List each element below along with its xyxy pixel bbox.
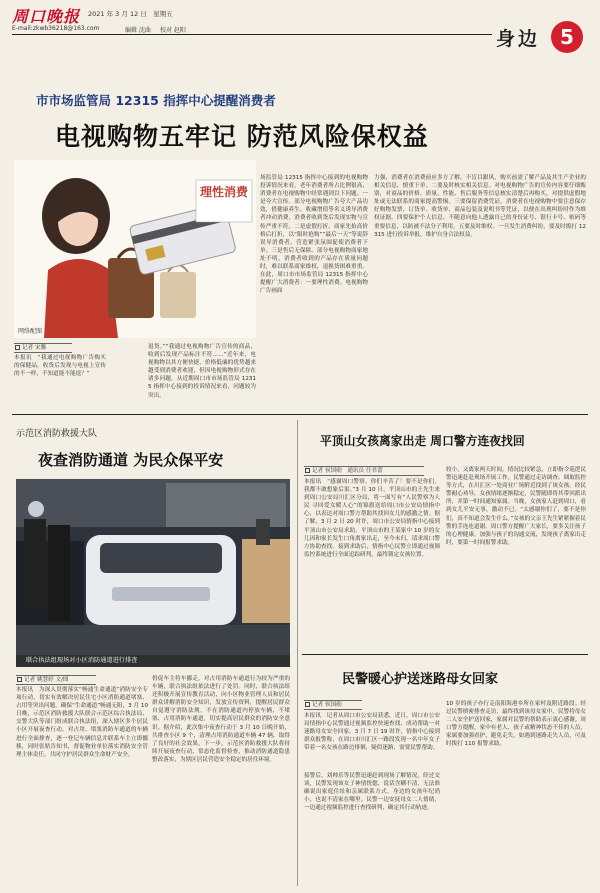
art3-col1: 本报讯 “感谢周口警察，你们辛苦了！要不是你们，我都不敢想象后果。”3 月 10 日，平顶山市的王先生来到周口公安局川汇区分局，将一面写有“人民警察为人民 寻回爱女暖人心”的锦旗送给周口市公安局情指中心，以表达对周口警方帮助其找回女儿的感激之情。据了解，3 月 2 日 20 时许，周口市公安局情指中心接到平顶山市公安局求助，平顶山市的王某家中 10 岁的女儿因和家长发生口角离家出走，至今未归，请求周口警方协助查找。接到求助后，情指中心民警立即通过视频监控系统进行全面追踪研判，最终锁定女孩位置。 [304,479,440,558]
art4-col2: 接警后，刘帅乐等民警迅速赶到现场了解情况。经过交谈，民警发现该女子神情恍惚，说话含糊不清，无法准确说出家庭住址和亲属联系方式，身边的女孩年纪尚小，也说不清家在哪里。民警一边安抚母女二人情绪，一边通过视频监控进行查找研判，确定其行动轨迹。 [304,773,440,812]
art4-headline: 民警暖心护送迷路母女回家 [342,672,499,687]
art3-col2: 较小，又离家两天时间，情况比较紧急，立即指令巡逻民警迅速赶赴现场开展工作。民警通过走访调查、调取监控等方式，在川汇区一处商业广场附近找到了该女孩。经民警耐心劝导，女孩情绪逐渐稳定，民警随即将其带回派出所，并第一时间通知家属。当晚，女孩家人赶到周口，看到女儿平安无事，激动不已。“太感谢你们了，要不是你们，真不知道会发生什么。”女孩的父亲王先生紧紧握着民警的手连连道谢。周口警方提醒广大家长，要多关注孩子的心理健康，加强与孩子的沟通交流，发现孩子离家出走时，要第一时间报警求助。 [446,467,586,546]
art2-photo [16,479,290,667]
art2-col1: 本报讯 为深入贯彻落实“畅通生命通道”消防安全专项行动，切实有效解决居民住宅小区消防通道堵塞、占用等突出问题，确保“生命通道”畅通无阻，3 月 10 日晚，示范区消防救援大队联合示范区综合执法局、交警大队等部门组成联合执法组，深入辖区多个居民小区开展夜查行动，对占用、堵塞消防车通道的车辆进行全面排查，逐一登记车辆信息并联系车主立即挪移，同时张贴告知书，督促物业单位落实消防安全管理主体责任，共同守护居民群众生命财产安全。 [16,687,148,758]
masthead-rule [12,34,492,35]
masthead-logo: 周口晚报 [12,7,81,26]
art2-photo-caption: 联合执法组现场对小区消防通道进行排查 [16,655,290,667]
masthead-editor: 编辑 沈曲 [125,27,151,34]
art1-col4: 力强，消费者在消费前应多方了解，不盲目跟风，购买前需了解产品及其生产企业的相关信息，慎重下单。二要及时核实相关信息。对电视购物广告的宣传内容要仔细甄别，对商品的价格、质量、性能、售后服务等信息核实清楚后再购买，对提供虚假地址或无法联系的商家提高警惕。三要保留消费凭证。消费者在电视购物中要注意保存好购物发票、订货单、收货单、商品包装及说明书等凭证，以便在出现纠纷时作为维权证据。四要保护个人信息。不随意向他人透露自己的身份证号、银行卡号、密码等重要信息，以防被不法分子利用。五要及时维权。一旦发生消费纠纷，要及时拨打 12315 进行投诉举报，维护自身合法权益。 [374,175,586,238]
masthead-date: 2021 年 3 月 12 日 星期五 [88,10,173,18]
byline-square-icon [17,677,22,682]
byline-square-icon [15,345,20,350]
art3-headline: 平顶山女孩离家出走 周口警方连夜找回 [320,434,525,448]
art4-col1: 本报讯 记者从周口市公安局获悉，近日，周口市公安局情指中心民警通过视频监控快速查找、成功帮助一对迷路母女安全回家。3 月 7 日 19 时许，情指中心接到群众报警称，在周口市川汇区一路段发现一名中年女子带着一名女孩在路边徘徊，疑似迷路，需要民警帮助。 [304,713,440,752]
art2-col2: 督促车主将车挪走。对占用消防车通道行为较为严重的车辆，联合执法组依法进行了处罚。同时，联合执法组还积极开展宣传教育活动，向小区物业管理人员和居民群众讲解消防安全知识，发放宣传资料，提醒居民群众自觉遵守消防法规，不在消防通道内停放车辆，不堵塞、占用消防车通道，切实提高居民群众的消防安全意识。据介绍，此次集中夜查行动于 3 月 10 日晚开始，共排查小区 9 个，清理占用消防通道车辆 47 辆，取得了良好的社会效果。下一步，示范区消防救援大队将持续开展夜查行动，常态化监督检查，推动消防通道隐患整改落实，为辖区居民营造安全稳定的居住环境。 [152,676,290,763]
page-number: 5 [560,25,574,49]
art3-byline: 记者 侯国勋 通讯员 任君蕾 [304,466,424,476]
byline-square-icon [305,702,310,707]
art2-headline: 夜查消防通道 为民众保平安 [38,451,224,469]
section-title: 身边 [496,28,541,50]
art1-image-badge: 理性消费 [200,185,249,199]
art1-divider [12,414,588,415]
art1-col2: 退货。”“我通过电视购物广告宣传的商品，收到后发现产品标注不符……”近年来，电视购物以其方便快捷、价格低廉的优势越来越受到消费者欢迎，但因电视购物形式存在诸多问题，从近期周口市市场监管局 12315 指挥中心接到的投诉情况来看，问题较为突出。 [148,344,256,399]
art4-byline: 记者 侯国勋 [304,700,362,710]
art1-headline: 电视购物五牢记 防范风险保权益 [55,122,429,151]
column-divider [297,420,298,886]
art1-col3: 场监管局 12315 指挥中心接到的电视购物投诉情况来看，老年消费者所占比例很高，消费者在电视购物中经常遇到以下问题。一是夸大宣传。部分电视购物广告夸大产品功效，借健康养生、收藏增值等名义诱导消费者冲动消费，消费者收到货后发现实物与宣传严重不符。二是虚假打折。商家先抬高价格后打折，以“限时抢购”“最后一天”等说辞误导消费者，营造紧张氛围促使消费者下单。三是售后无保障。部分电视购物商家地址不明，消费者收到的产品存在质量问题时，难以联系商家维权，退换货困难重重。在此，周口市市场监管局 12315 指挥中心提醒广大消费者：一要理性消费。电视购物广告画面 [260,175,368,295]
art2-kicker: 示范区消防救援大队 [16,429,98,439]
fire-lane-photo [16,479,290,667]
art1-image-caption: 网络配图 [18,328,43,335]
masthead-proof: 校对 赵阳 [160,27,186,34]
masthead-email: E-mail:zkwb36218@163.com [12,25,100,32]
art3-divider [302,654,588,655]
art4-col3: 10 岁的孩子亦行走南阳海港乡所在家村及附近路段。经过民警缜密排查走访，最终找到该母女家中，民警将母女二人安全护送回家，家属对民警的帮助表示衷心感谢。周口警方提醒，家中有老人、孩子或精神状态不佳的人员，家属要加强看护，避免走失。如遇到迷路走失人员，可及时拨打 110 报警求助。 [446,701,586,748]
art1-illustration [14,160,256,338]
byline-square-icon [305,468,310,473]
art1-byline: 记者 宋馨 [14,343,72,353]
art2-byline: 记者 姚慧婷 文/图 [16,675,96,685]
art1-col1: 本报讯 “我通过电视购物广告购买的保健品，收货后发现与电视上宣传的不一样，不知道能不能退？” [14,355,106,378]
art1-kicker: 市市场监管局 12315 指挥中心提醒消费者 [36,93,276,108]
